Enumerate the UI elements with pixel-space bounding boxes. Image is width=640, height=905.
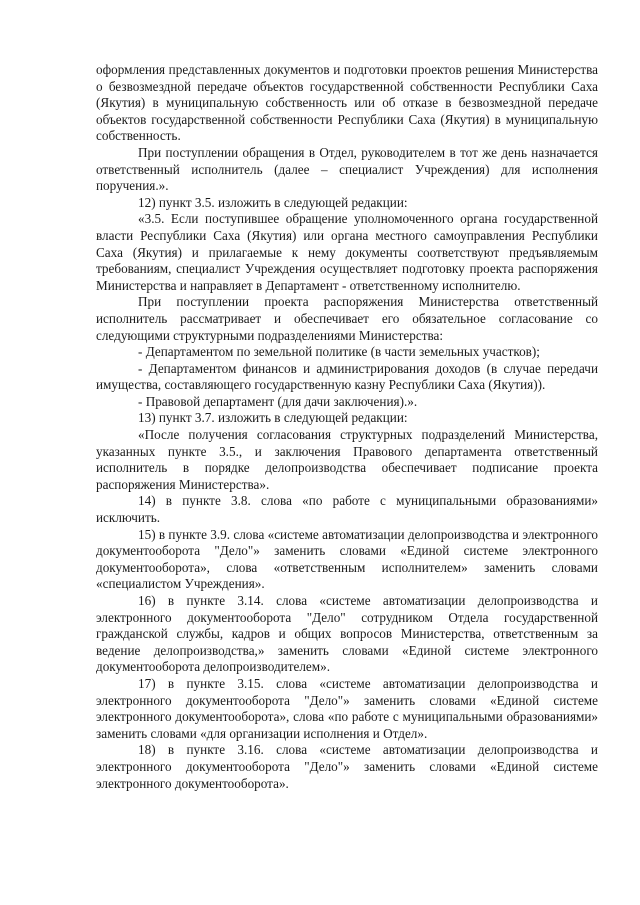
paragraph-clause-3-5: «3.5. Если поступившее обращение уполномоченного органа государственной власти Республики Саха (Якутия) или органа местного самоуправления Республики Саха (Якутия) и прилагаемые к нему документы соответствуют предъявляемым требованиям, специалист Учреждения осуществляет подготовку проекта распоряжения Министерства и направляет в Департамент - ответственному исполнителю.	[96, 211, 598, 293]
list-item-land-policy: - Департаментом по земельной политике (в части земельных участков);	[138, 344, 540, 360]
paragraph-responsible-executor: При поступлении обращения в Отдел, руководителем в тот же день назначается ответственный исполнитель (далее – специалист Учреждения) для исполнения поручения.».	[96, 144, 598, 194]
paragraph-item-15: 15) в пункте 3.9. слова «системе автоматизации делопроизводства и электронного документооборота "Дело"» заменить словами «Единой системе электронного документооборота», слова «ответственным исполнителем» заменить словами «специалистом Учреждения».	[96, 526, 598, 592]
paragraph-item-16: 16) в пункте 3.14. слова «системе автоматизации делопроизводства и электронного документооборота "Дело" сотрудником Отдела государственной гражданской службы, кадров и общих вопросов Министерства, ответственным за ведение делопроизводства,» заменить словами «Единой системе электронного документооборота делопроизводителем».	[96, 593, 598, 675]
paragraph-item-18: 18) в пункте 3.16. слова «системе автоматизации делопроизводства и электронного документооборота "Дело"» заменить словами «Единой системе электронного документооборота».	[96, 742, 598, 791]
paragraph-item-12: 12) пункт 3.5. изложить в следующей редакции:	[138, 194, 408, 210]
paragraph-clause-3-7: «После получения согласования структурных подразделений Министерства, указанных пункте 3.5., и заключения Правового департамента ответственный исполнитель в порядке делопроизводства обеспечивает подписание проекта распоряжения Министерства».	[96, 427, 598, 492]
paragraph-continuation: оформления представленных документов и подготовки проектов решения Министерства о безвозмездной передаче объектов государственной собственности Республики Саха (Якутия) в муниципальную собственность или об отказе в безвозмездной передаче объектов государственной собственности Республики Саха (Якутия) в муниципальную собственность.	[96, 62, 598, 144]
paragraph-item-13: 13) пункт 3.7. изложить в следующей редакции:	[138, 410, 408, 426]
list-item-legal: - Правовой департамент (для дачи заключения).».	[138, 393, 418, 409]
paragraph-item-14: 14) в пункте 3.8. слова «по работе с муниципальными образованиями» исключить.	[96, 493, 598, 526]
paragraph-approval: При поступлении проекта распоряжения Министерства ответственный исполнитель рассматривает и обеспечивает его обязательное согласование со следующими структурными подразделениями Министерства:	[96, 294, 598, 343]
paragraph-item-17: 17) в пункте 3.15. слова «системе автоматизации делопроизводства и электронного документооборота "Дело"» заменить словами «Единой системе электронного документооборота», слова «по работе с муниципальными образованиями» заменить словами «для организации исполнения и Отдел».	[96, 675, 598, 741]
list-item-finance: - Департаментом финансов и администрирования доходов (в случае передачи имущества, составляющего государственную казну Республики Саха (Якутия)).	[96, 360, 598, 393]
